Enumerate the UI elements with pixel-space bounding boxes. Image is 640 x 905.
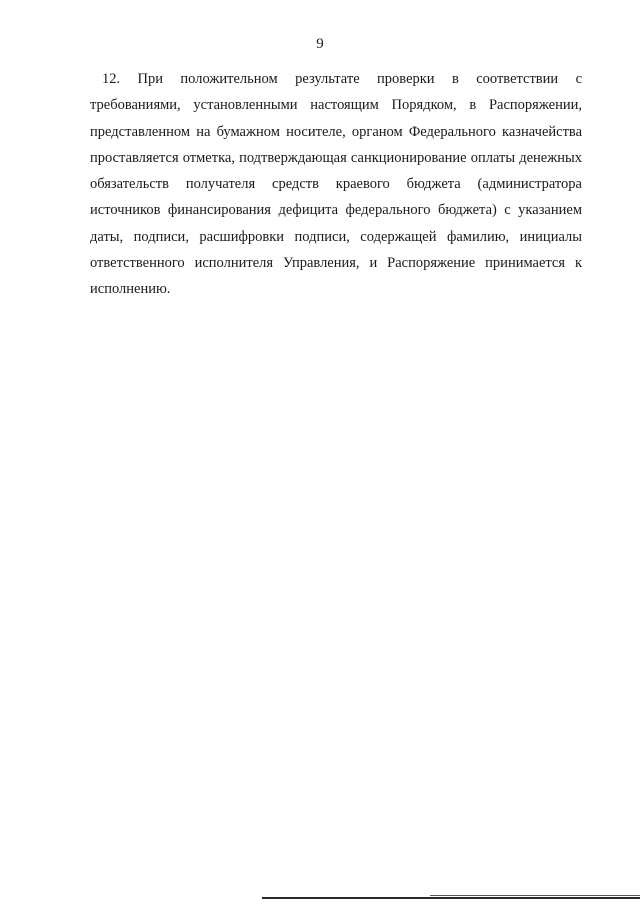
paragraph-line: даты, подписи, расшифровки подписи, содержащей фамилию, инициалы <box>90 228 582 245</box>
paragraph-line: исполнению. <box>90 281 171 298</box>
paragraph-line: требованиями, установленными настоящим Порядком, в Распоряжении, <box>90 97 582 114</box>
scan-artifact-line <box>262 897 640 899</box>
paragraph-line: представленном на бумажном носителе, органом Федерального казначейства <box>90 123 582 140</box>
paragraph-line: 12. При положительном результате проверки в соответствии с <box>102 71 582 87</box>
page-number: 9 <box>316 36 324 52</box>
paragraph-12 <box>90 66 582 303</box>
paragraph-line: проставляется отметка, подтверждающая санкционирование оплаты денежных <box>90 149 582 166</box>
paragraph-line: обязательств получателя средств краевого бюджета (администратора <box>90 176 582 193</box>
scan-artifact-line <box>430 895 640 896</box>
paragraph-line: ответственного исполнителя Управления, и Распоряжение принимается к <box>90 255 582 272</box>
paragraph-line: источников финансирования дефицита федерального бюджета) с указанием <box>90 202 582 219</box>
